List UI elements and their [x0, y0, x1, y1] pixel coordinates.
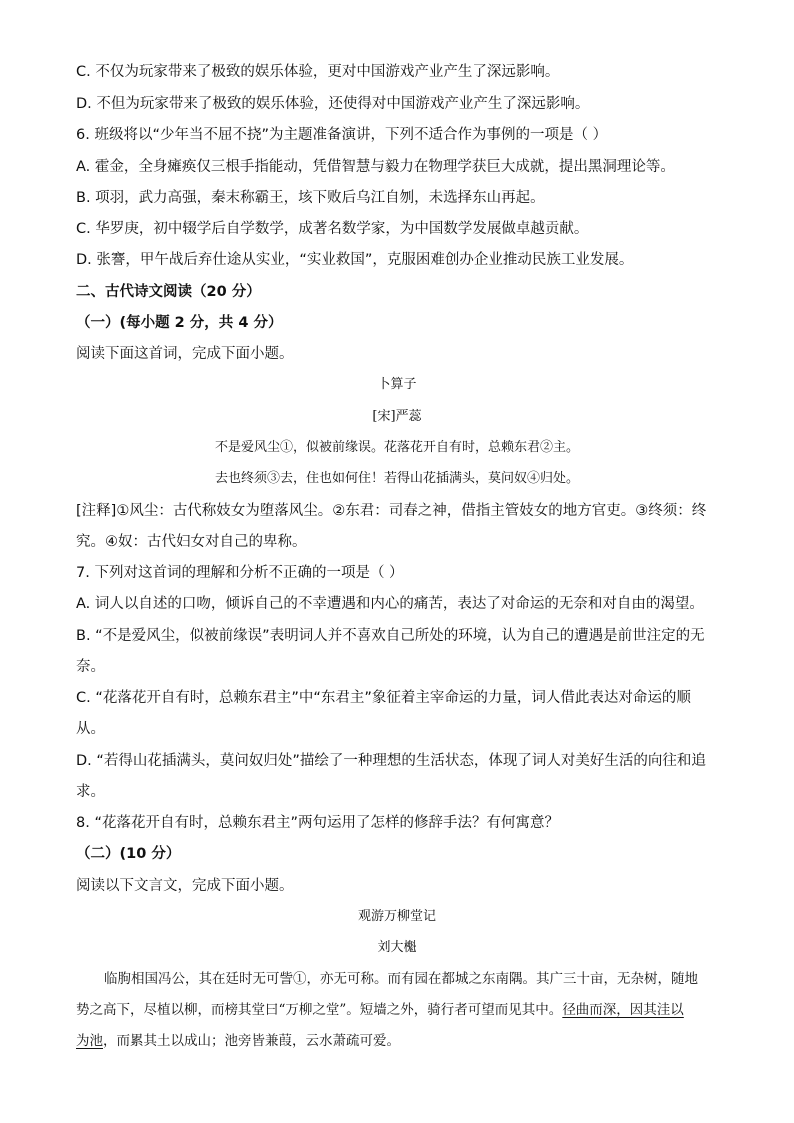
essay-text: ，而累其土以成山；池旁皆兼葭，云水萧疏可爱。 — [103, 1033, 400, 1049]
question-6-option-d: D. 张謇，甲午战后弃仕途从实业，“实业救国”，克服困难创办企业推动民族工业发展。 — [76, 252, 634, 268]
question-7-option-c-line-2: 从。 — [76, 721, 105, 737]
question-6-option-b: B. 项羽，武力高强，秦末称霸王，垓下败后乌江自刎，未选择东山再起。 — [76, 190, 545, 206]
question-7-option-c-line-1: C. “花落花开自有时，总赖东君主”中“东君主”象征着主宰命运的力量，词人借此表达对命运的顺 — [76, 690, 691, 706]
question-6-option-c: C. 华罗庚，初中辍学后自学数学，成著名数学家，为中国数学发展做卓越贡献。 — [76, 221, 589, 237]
reading-instruction-2: 阅读以下文言文，完成下面小题。 — [76, 878, 294, 894]
essay-underlined-text: 径曲而深，因其洼以 — [562, 1002, 684, 1018]
poem-line-2: 去也终须③去，住也如何住！若得山花插满头，莫问奴④归处。 — [214, 471, 579, 486]
question-8: 8. “花落花开自有时，总赖东君主”两句运用了怎样的修辞手法？有何寓意？ — [76, 815, 559, 831]
question-7-option-d-line-1: D. “若得山花插满头，莫问奴归处”描绘了一种理想的生活状态，体现了词人对美好生活的向往和追 — [76, 753, 706, 769]
poem-line-1: 不是爱风尘①，似被前缘误。花落花开自有时，总赖东君②主。 — [214, 440, 579, 455]
poem-title: 卜算子 — [377, 377, 417, 392]
question-7-option-b-line-2: 奈。 — [76, 659, 105, 675]
subsection-1-heading: （一）(每小题 2 分，共 4 分） — [76, 315, 283, 331]
annotation-line-1: [注释]①风尘：古代称妓女为堕落风尘。②东君：司春之神，借指主管妓女的地方官吏。③终须：终 — [76, 503, 707, 519]
question-6-option-a: A. 霍金，全身瘫痪仅三根手指能动，凭借智慧与毅力在物理学获巨大成就，提出黑洞理论等。 — [76, 159, 675, 175]
reading-instruction-1: 阅读下面这首词，完成下面小题。 — [76, 346, 294, 362]
option-d-line: D. 不但为玩家带来了极致的娱乐体验，还使得对中国游戏产业产生了深远影响。 — [76, 96, 590, 112]
essay-author: 刘大櫆 — [377, 940, 417, 955]
question-7: 7. 下列对这首词的理解和分析不正确的一项是（ ） — [76, 565, 404, 581]
poem-author: [宋]严蕊 — [372, 409, 422, 424]
option-c-line: C. 不仅为玩家带来了极致的娱乐体验，更对中国游戏产业产生了深远影响。 — [76, 64, 560, 80]
subsection-2-heading: （二）(10 分） — [76, 846, 181, 862]
question-7-option-a: A. 词人以自述的口吻，倾诉自己的不幸遭遇和内心的痛苦，表达了对命运的无奈和对自由的渴望。 — [76, 596, 704, 612]
question-7-option-b-line-1: B. “不是爱风尘，似被前缘误”表明词人并不喜欢自己所处的环境，认为自己的遭遇是前世注定的无 — [76, 628, 705, 644]
essay-text: 势之高下，尽植以柳，而榜其堂曰“万柳之堂”。短墙之外，骑行者可望而见其中。 — [76, 1002, 563, 1018]
question-6: 6. 班级将以“少年当不屈不挠”为主题准备演讲，下列不适合作为事例的一项是（ ） — [76, 127, 608, 143]
question-7-option-d-line-2: 求。 — [76, 784, 105, 800]
essay-paragraph-row-1 — [76, 969, 734, 989]
section-2-heading: 二、古代诗文阅读（20 分） — [76, 284, 261, 300]
essay-paragraph-row-3 — [76, 1031, 734, 1051]
essay-text: 临朐相国冯公，其在廷时无可訾①，亦无可称。而有园在都城之东南隅。其广三十亩，无杂树，随地 — [104, 971, 698, 987]
essay-title: 观游万柳堂记 — [357, 909, 436, 924]
annotation-line-2: 究。④奴：古代妇女对自己的卑称。 — [76, 534, 307, 550]
essay-underlined-text: 为池 — [76, 1033, 103, 1049]
essay-paragraph-row-2 — [76, 1000, 734, 1020]
